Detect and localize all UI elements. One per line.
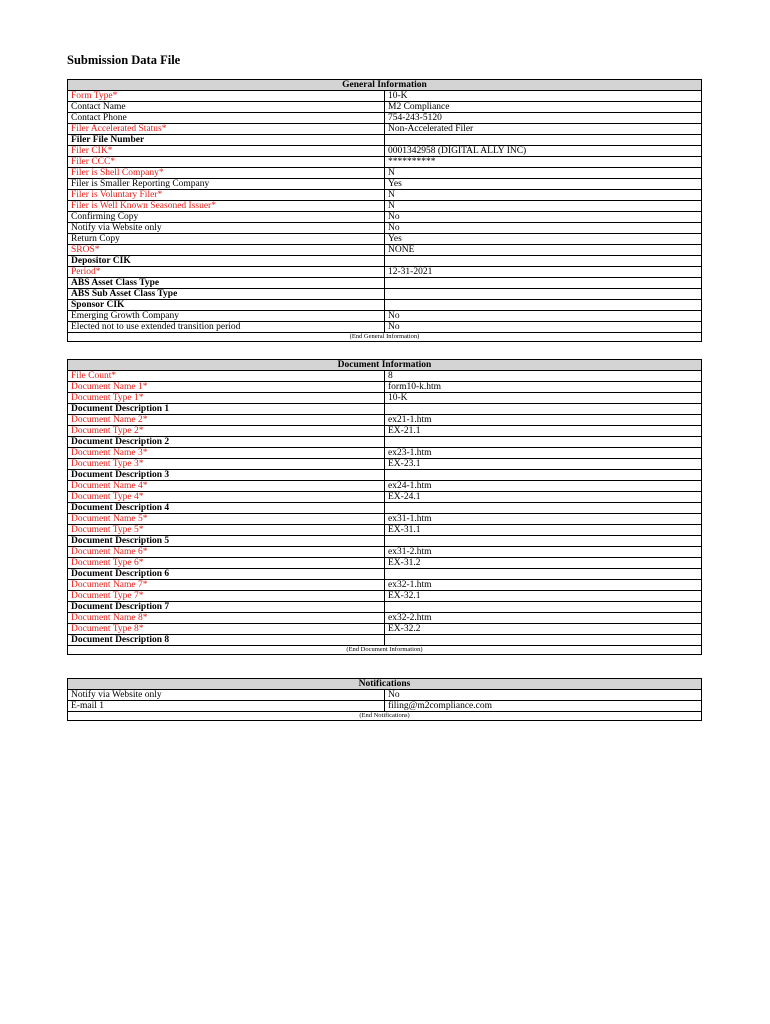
field-value (385, 635, 702, 646)
field-label: Filer CIK* (68, 146, 385, 157)
field-label: Form Type* (68, 91, 385, 102)
field-value: 0001342958 (DIGITAL ALLY INC) (385, 146, 702, 157)
field-value: N (385, 201, 702, 212)
table-row (68, 690, 702, 701)
field-label: Document Type 4* (68, 492, 385, 503)
field-label: SROS* (68, 245, 385, 256)
notifications-header: Notifications (68, 679, 702, 690)
table-row (68, 503, 702, 514)
field-label: Document Description 4 (68, 503, 385, 514)
section-header-row (68, 679, 702, 690)
field-label: Notify via Website only (68, 223, 385, 234)
field-value: form10-k.htm (385, 382, 702, 393)
field-label: Filer Accelerated Status* (68, 124, 385, 135)
field-label: Confirming Copy (68, 212, 385, 223)
document-information-end: (End Document Information) (68, 646, 702, 655)
section-end-row (68, 646, 702, 655)
field-value: ex32-1.htm (385, 580, 702, 591)
field-value (385, 300, 702, 311)
field-value: N (385, 190, 702, 201)
field-label: Document Type 2* (68, 426, 385, 437)
table-row (68, 393, 702, 404)
document-information-rows (68, 371, 702, 646)
notifications-table (67, 678, 702, 721)
field-value: ex31-1.htm (385, 514, 702, 525)
field-value: ex21-1.htm (385, 415, 702, 426)
field-value: 8 (385, 371, 702, 382)
field-value: EX-32.1 (385, 591, 702, 602)
general-information-header: General Information (68, 80, 702, 91)
table-row (68, 514, 702, 525)
field-label: Filer File Number (68, 135, 385, 146)
field-value: ex31-2.htm (385, 547, 702, 558)
field-value (385, 437, 702, 448)
section-header-row (68, 360, 702, 371)
field-value: M2 Compliance (385, 102, 702, 113)
table-row (68, 569, 702, 580)
field-label: Document Type 1* (68, 393, 385, 404)
field-value: NONE (385, 245, 702, 256)
general-information-rows (68, 91, 702, 333)
field-label: Depositor CIK (68, 256, 385, 267)
table-row (68, 322, 702, 333)
table-row (68, 591, 702, 602)
field-label: Document Description 7 (68, 602, 385, 613)
field-label: File Count* (68, 371, 385, 382)
field-value: 12-31-2021 (385, 267, 702, 278)
section-end-row (68, 712, 702, 721)
field-label: Document Type 7* (68, 591, 385, 602)
field-label: Document Description 6 (68, 569, 385, 580)
field-label: Document Description 5 (68, 536, 385, 547)
field-value: No (385, 690, 702, 701)
field-value: No (385, 322, 702, 333)
field-label: Filer is Well Known Seasoned Issuer* (68, 201, 385, 212)
document-information-header: Document Information (68, 360, 702, 371)
field-value: EX-23.1 (385, 459, 702, 470)
field-label: Period* (68, 267, 385, 278)
table-row (68, 267, 702, 278)
table-row (68, 113, 702, 124)
field-value: EX-32.2 (385, 624, 702, 635)
table-row (68, 382, 702, 393)
table-row (68, 234, 702, 245)
table-row (68, 613, 702, 624)
table-row (68, 558, 702, 569)
table-row (68, 470, 702, 481)
field-value: EX-21.1 (385, 426, 702, 437)
section-end-row (68, 333, 702, 342)
field-value: ex23-1.htm (385, 448, 702, 459)
table-row (68, 256, 702, 267)
field-value: ********** (385, 157, 702, 168)
field-value: EX-24.1 (385, 492, 702, 503)
table-row (68, 179, 702, 190)
field-label: Document Name 5* (68, 514, 385, 525)
table-row (68, 124, 702, 135)
table-row (68, 547, 702, 558)
table-row (68, 459, 702, 470)
field-value: No (385, 223, 702, 234)
field-label: Document Name 6* (68, 547, 385, 558)
field-value (385, 470, 702, 481)
table-row (68, 201, 702, 212)
table-row (68, 371, 702, 382)
table-row (68, 102, 702, 113)
general-information-end: (End General Information) (68, 333, 702, 342)
field-label: Document Name 7* (68, 580, 385, 591)
table-row (68, 289, 702, 300)
field-value (385, 278, 702, 289)
field-value: ex24-1.htm (385, 481, 702, 492)
field-value: filing@m2compliance.com (385, 701, 702, 712)
table-row (68, 492, 702, 503)
table-row (68, 168, 702, 179)
table-row (68, 426, 702, 437)
field-label: ABS Sub Asset Class Type (68, 289, 385, 300)
field-label: Document Type 6* (68, 558, 385, 569)
table-row (68, 580, 702, 591)
field-label: Emerging Growth Company (68, 311, 385, 322)
page-title: Submission Data File (67, 53, 181, 67)
section-header-row (68, 80, 702, 91)
table-row (68, 146, 702, 157)
field-label: Document Description 8 (68, 635, 385, 646)
table-row (68, 404, 702, 415)
table-row (68, 448, 702, 459)
table-row (68, 624, 702, 635)
notifications-rows (68, 690, 702, 712)
field-value: Non-Accelerated Filer (385, 124, 702, 135)
field-label: Document Description 3 (68, 470, 385, 481)
table-row (68, 415, 702, 426)
field-label: Document Type 8* (68, 624, 385, 635)
field-value: N (385, 168, 702, 179)
field-value: ex32-2.htm (385, 613, 702, 624)
table-row (68, 481, 702, 492)
field-value: No (385, 212, 702, 223)
table-row (68, 135, 702, 146)
field-value: 10-K (385, 393, 702, 404)
table-row (68, 157, 702, 168)
field-label: Document Name 4* (68, 481, 385, 492)
field-value (385, 256, 702, 267)
table-row (68, 602, 702, 613)
table-row (68, 245, 702, 256)
field-value: EX-31.1 (385, 525, 702, 536)
table-row (68, 300, 702, 311)
field-label: Contact Name (68, 102, 385, 113)
field-label: Document Name 8* (68, 613, 385, 624)
field-value (385, 602, 702, 613)
field-value: 754-243-5120 (385, 113, 702, 124)
table-row (68, 212, 702, 223)
field-value: EX-31.2 (385, 558, 702, 569)
field-value (385, 135, 702, 146)
table-row (68, 91, 702, 102)
field-value (385, 503, 702, 514)
field-label: Notify via Website only (68, 690, 385, 701)
field-value: Yes (385, 179, 702, 190)
table-row (68, 223, 702, 234)
table-row (68, 525, 702, 536)
field-label: Contact Phone (68, 113, 385, 124)
field-label: E-mail 1 (68, 701, 385, 712)
field-value: No (385, 311, 702, 322)
field-label: Document Type 3* (68, 459, 385, 470)
field-label: Document Name 1* (68, 382, 385, 393)
field-value (385, 569, 702, 580)
table-row (68, 311, 702, 322)
field-value (385, 536, 702, 547)
field-label: ABS Asset Class Type (68, 278, 385, 289)
field-label: Document Type 5* (68, 525, 385, 536)
notifications-end: (End Notifications) (68, 712, 702, 721)
field-label: Document Description 2 (68, 437, 385, 448)
field-label: Document Name 2* (68, 415, 385, 426)
table-row (68, 701, 702, 712)
general-information-table (67, 79, 702, 342)
document-information-table (67, 359, 702, 655)
field-value: 10-K (385, 91, 702, 102)
field-label: Document Name 3* (68, 448, 385, 459)
field-label: Elected not to use extended transition period (68, 322, 385, 333)
field-value (385, 404, 702, 415)
table-row (68, 278, 702, 289)
field-label: Filer is Smaller Reporting Company (68, 179, 385, 190)
field-label: Filer is Shell Company* (68, 168, 385, 179)
field-value (385, 289, 702, 300)
field-label: Document Description 1 (68, 404, 385, 415)
field-label: Return Copy (68, 234, 385, 245)
field-value: Yes (385, 234, 702, 245)
field-label: Sponsor CIK (68, 300, 385, 311)
field-label: Filer CCC* (68, 157, 385, 168)
table-row (68, 190, 702, 201)
field-label: Filer is Voluntary Filer* (68, 190, 385, 201)
table-row (68, 536, 702, 547)
table-row (68, 635, 702, 646)
table-row (68, 437, 702, 448)
